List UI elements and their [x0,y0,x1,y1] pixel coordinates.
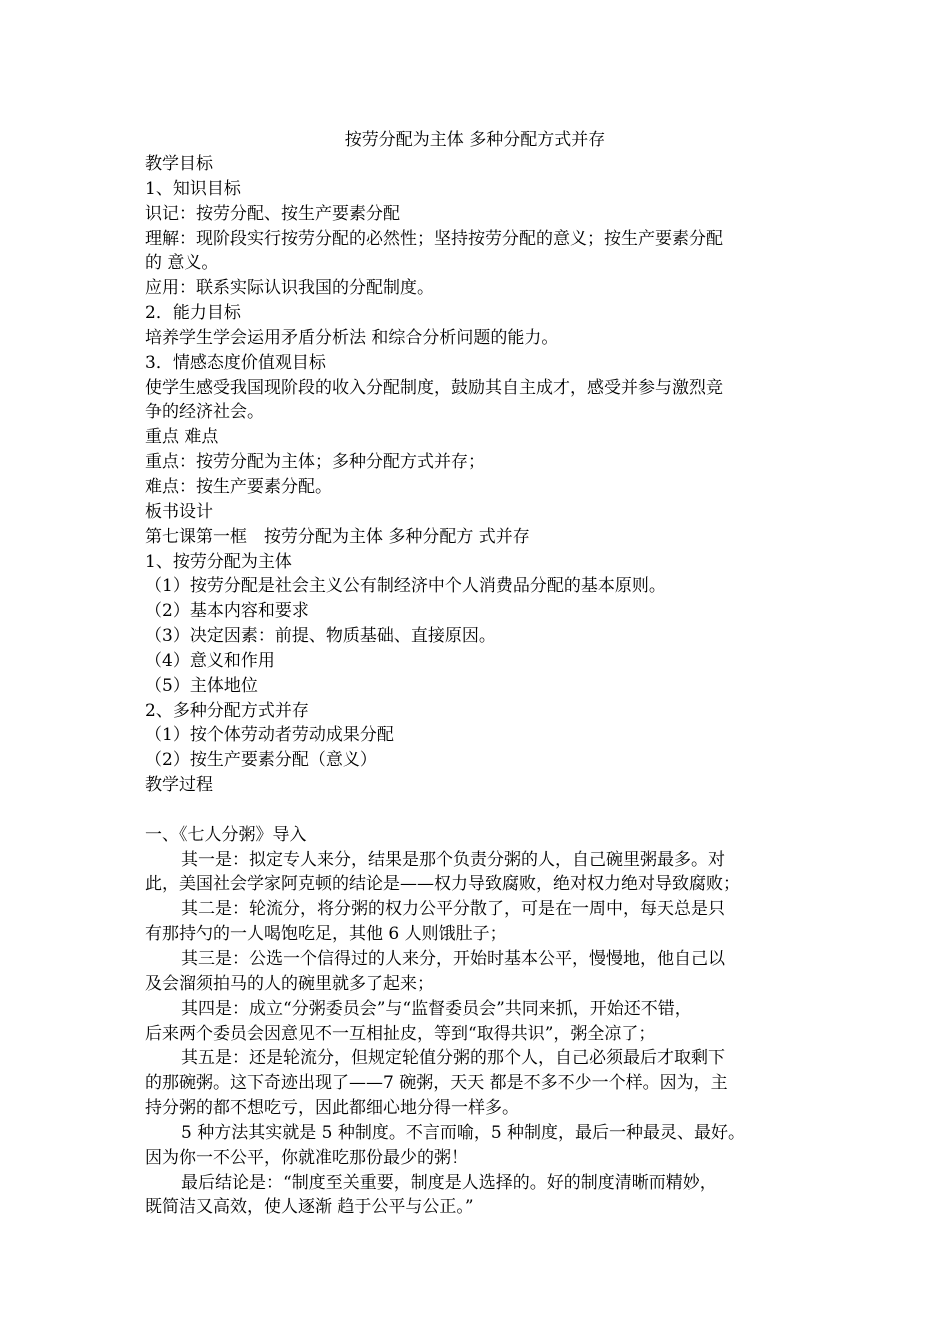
text-line: 其一是：拟定专人来分，结果是那个负责分粥的人，自己碗里粥最多。对 [181,849,725,870]
text-line: 2、多种分配方式并存 [145,700,309,721]
text-line: 应用：联系实际认识我国的分配制度。 [145,278,434,299]
text-line: 3．情感态度价值观目标 [145,352,326,373]
text-line: 1、知识目标 [145,178,241,199]
text-line: （1）按劳分配是社会主义公有制经济中个人消费品分配的基本原则。 [145,576,666,597]
text-line: 的那碗粥。这下奇迹出现了——7 碗粥，天天 都是不多不少一个样。因为，主 [145,1073,728,1094]
text-line: 1、按劳分配为主体 [145,551,292,572]
text-line: （5）主体地位 [145,675,258,696]
text-line: 的 意义。 [145,253,219,274]
text-line: （4）意义和作用 [145,650,275,671]
text-line: 其二是：轮流分，将分粥的权力公平分散了，可是在一周中，每天总是只 [181,899,725,920]
document-title: 按劳分配为主体 多种分配方式并存 [344,130,606,150]
text-line: 2．能力目标 [145,303,241,324]
text-line: 5 种方法其实就是 5 种制度。不言而喻，5 种制度，最后一种最灵、最好。 [181,1122,746,1143]
blank-line [145,798,810,823]
text-line: 持分粥的都不想吃亏，因此都细心地分得一样多。 [145,1098,519,1119]
text-line: （3）决定因素：前提、物质基础、直接原因。 [145,626,496,647]
text-line: 其五是：还是轮流分，但规定轮值分粥的那个人，自己必须最后才取剩下 [181,1048,725,1069]
text-line: 教学过程 [145,775,213,796]
text-line: （2）按生产要素分配（意义） [145,750,377,771]
text-line: （1）按个体劳动者劳动成果分配 [145,725,394,746]
text-line: 既简洁又高效，使人逐渐 趋于公平与公正。” [145,1197,474,1218]
text-line: 难点：按生产要素分配。 [145,476,332,497]
text-line: 培养学生学会运用矛盾分析法 和综合分析问题的能力。 [145,327,559,348]
text-line: 使学生感受我国现阶段的收入分配制度，鼓励其自主成才，感受并参与激烈竞 [145,377,723,398]
text-line: 重点：按劳分配为主体；多种分配方式并存； [145,452,485,473]
text-line: 其四是：成立“分粥委员会”与“监督委员会”共同来抓，开始还不错， [181,998,692,1019]
text-line: 及会溜须拍马的人的碗里就多了起来； [145,973,434,994]
text-line: 有那持勺的一人喝饱吃足，其他 6 人则饿肚子； [145,924,507,945]
text-line: 第七课第一框 按劳分配为主体 多种分配方 式并存 [145,526,530,547]
text-line: 教学目标 [145,154,213,174]
text-line: 理解：现阶段实行按劳分配的必然性；坚持按劳分配的意义；按生产要素分配 [145,228,723,249]
text-line: 最后结论是：“制度至关重要，制度是人选择的。好的制度清晰而精妙， [181,1172,717,1193]
document-body [145,152,810,1220]
text-line: （2）基本内容和要求 [145,601,309,622]
text-line: 其三是：公选一个信得过的人来分，开始时基本公平，慢慢地，他自己以 [181,949,725,969]
text-line: 一、《七人分粥》导入 [145,824,307,845]
text-line: 重点 难点 [145,427,219,448]
text-line: 板书设计 [145,501,213,522]
text-line: 因为你一不公平，你就准吃那份最少的粥！ [145,1147,468,1168]
text-line: 此，美国社会学家阿克顿的结论是——权力导致腐败，绝对权力绝对导致腐败； [145,874,740,895]
text-line: 识记：按劳分配、按生产要素分配 [145,203,400,224]
text-line: 后来两个委员会因意见不一互相扯皮，等到“取得共识”，粥全凉了； [145,1023,656,1044]
text-line: 争的经济社会。 [145,402,264,423]
